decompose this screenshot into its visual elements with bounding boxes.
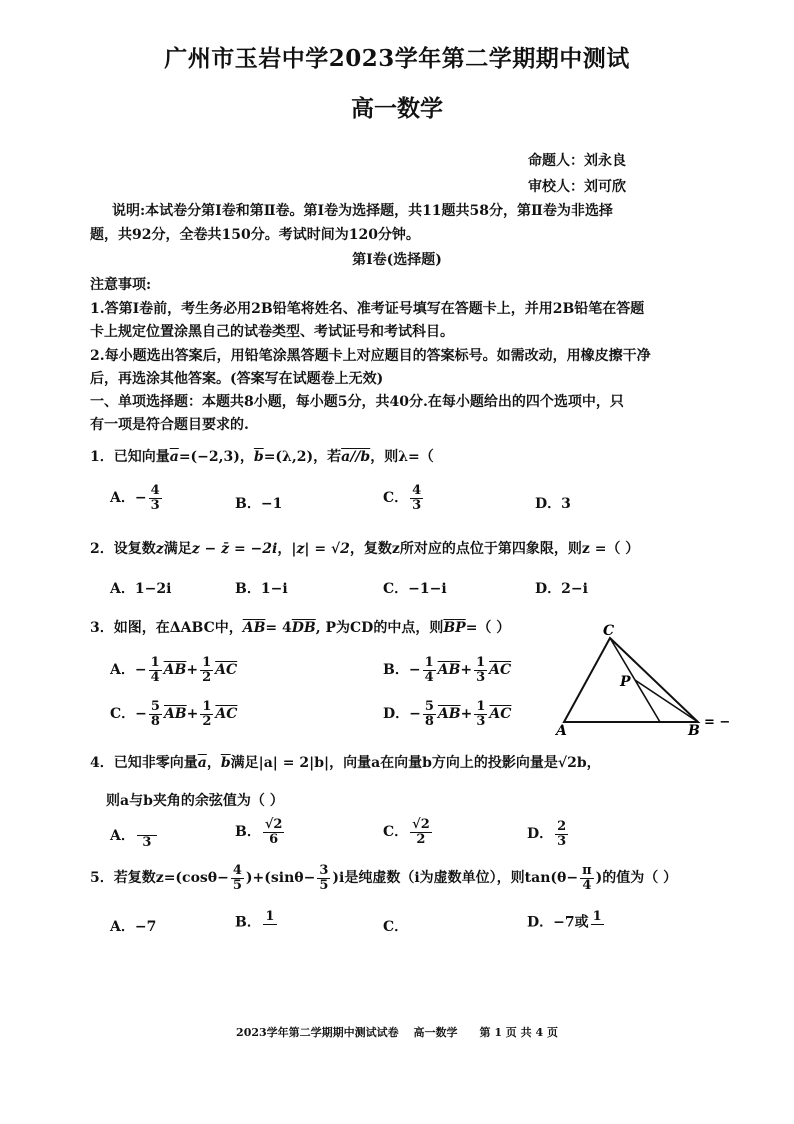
sign: − bbox=[135, 706, 147, 723]
denominator: 2 bbox=[202, 713, 212, 729]
denominator: 4 bbox=[582, 877, 592, 893]
numerator: 4 bbox=[412, 483, 422, 498]
q2-text-3: ，复数z所对应的点位于第四象限，则z =（ ） bbox=[349, 541, 640, 557]
note-2b: 后，再选涂其他答案。(答案写在试题卷上无效) bbox=[90, 371, 384, 387]
q4-vec-a: $\overline{a}$ bbox=[197, 755, 207, 771]
label-c: C bbox=[603, 623, 615, 639]
q1-option-c[interactable] bbox=[383, 484, 425, 512]
fraction bbox=[474, 700, 487, 728]
question-3 bbox=[90, 617, 510, 637]
q2-sep: ， bbox=[277, 541, 292, 557]
denominator: 2 bbox=[202, 669, 212, 685]
note-1a: 1.答第Ⅰ卷前，考生务必用2B铅笔将姓名、准考证号填写在答题卡上，并用2B铅笔在答题 bbox=[90, 301, 645, 317]
q4-text-1: 已知非零向量 bbox=[113, 755, 198, 771]
q4-option-c[interactable] bbox=[383, 818, 434, 846]
q3-vec-bp: $\overline{BP}$ bbox=[443, 620, 466, 636]
denominator bbox=[263, 925, 277, 935]
q5-option-a[interactable] bbox=[110, 916, 156, 936]
q2-option-a[interactable] bbox=[110, 578, 171, 598]
question-1 bbox=[90, 446, 434, 466]
option-label: B． bbox=[235, 914, 261, 931]
q3-number: 3． bbox=[90, 620, 114, 636]
option-label: D． bbox=[535, 581, 562, 597]
q5-text-1: 若复数z=(cosθ− bbox=[113, 870, 229, 887]
numerator bbox=[137, 822, 157, 836]
option-label: A． bbox=[110, 919, 135, 935]
denominator: 2 bbox=[416, 831, 426, 847]
option-label: B． bbox=[235, 581, 261, 597]
option-label: D． bbox=[527, 826, 554, 843]
option-value: 2−i bbox=[561, 581, 588, 597]
q5-text-3: )i是纯虚数（i为虚数单位），则tan(θ− bbox=[332, 870, 579, 887]
q1-option-d[interactable] bbox=[535, 493, 571, 513]
note-2a: 2.每小题选出答案后，用铅笔涂黑答题卡上对应题目的答案标号。如需改动，用橡皮擦干净 bbox=[90, 348, 651, 364]
q4-option-b[interactable] bbox=[235, 818, 286, 846]
q4-option-d[interactable] bbox=[527, 820, 570, 848]
option-value: 1−2i bbox=[134, 581, 172, 597]
numerator: 1 bbox=[476, 655, 486, 670]
q3-vec-db: $\overline{DB}$ bbox=[291, 620, 316, 636]
vector: $\overline{AC}$ bbox=[215, 662, 238, 679]
q3-option-a[interactable] bbox=[110, 656, 237, 684]
option-label: A． bbox=[110, 490, 135, 507]
option-label: C． bbox=[383, 490, 409, 507]
q1-text-1: 已知向量 bbox=[113, 449, 170, 465]
q4-text-3: 满足|a| = 2|b|，向量a在向量b方向上的投影向量是√2b， bbox=[230, 755, 601, 771]
denominator: 3 bbox=[476, 669, 486, 685]
q4-line-2: 则a与b夹角的余弦值为（ ） bbox=[106, 793, 284, 809]
option-label: B． bbox=[235, 824, 261, 841]
q1-text-2: ，则λ=（ bbox=[370, 449, 434, 465]
q2-eq-2: |z| = √2 bbox=[291, 541, 350, 557]
option-value: −7或 bbox=[553, 914, 589, 931]
numerator: 1 bbox=[150, 655, 160, 670]
numerator: 5 bbox=[150, 699, 160, 714]
q2-option-b[interactable] bbox=[235, 578, 288, 598]
notes-heading: 注意事项: bbox=[90, 277, 152, 293]
vector: $\overline{AB}$ bbox=[437, 706, 461, 723]
plus: + bbox=[186, 662, 199, 679]
q5-option-d[interactable] bbox=[527, 910, 606, 935]
vector: $\overline{AB}$ bbox=[437, 662, 461, 679]
q1-option-b[interactable] bbox=[235, 493, 282, 513]
sign: − bbox=[408, 662, 421, 679]
numerator: 4 bbox=[150, 483, 160, 498]
numerator: 4 bbox=[232, 863, 242, 878]
option-label: B． bbox=[235, 496, 261, 512]
option-label: B． bbox=[383, 662, 409, 679]
sign: − bbox=[134, 490, 147, 507]
fraction bbox=[149, 700, 162, 728]
q1-option-a[interactable] bbox=[110, 484, 164, 512]
q3-option-c[interactable] bbox=[110, 700, 237, 728]
label-b: B bbox=[688, 723, 700, 739]
fraction bbox=[591, 910, 604, 935]
option-value: −1 bbox=[260, 496, 283, 512]
numerator: π bbox=[582, 863, 592, 878]
fraction bbox=[263, 818, 285, 846]
reviewer: 审校人：刘可欣 bbox=[528, 179, 626, 195]
q1-b-value: =(λ,2)，若 bbox=[263, 449, 342, 465]
section-title: 第Ⅰ卷(选择题) bbox=[352, 252, 442, 268]
fraction bbox=[474, 656, 487, 684]
q2-z: z bbox=[155, 541, 164, 557]
stray-mark: = − bbox=[704, 715, 731, 730]
denominator: 4 bbox=[424, 669, 434, 685]
label-p: P bbox=[620, 674, 631, 690]
option-label: D． bbox=[527, 914, 554, 931]
fraction bbox=[580, 864, 594, 892]
q2-text-1: 设复数 bbox=[113, 541, 156, 557]
fraction bbox=[149, 656, 162, 684]
vector: $\overline{AC}$ bbox=[489, 662, 512, 679]
fraction bbox=[231, 864, 244, 892]
q3-text-1: 如图，在ΔABC中， bbox=[113, 620, 243, 636]
denominator: 8 bbox=[424, 713, 434, 729]
q1-parallel: a//b bbox=[341, 449, 371, 465]
fraction bbox=[137, 822, 157, 850]
page-footer: 2023学年第二学期期中测试试卷 高一数学 第 1 页 共 4 页 bbox=[236, 1026, 558, 1039]
vector: $\overline{AB}$ bbox=[163, 706, 187, 723]
label-a: A bbox=[556, 723, 567, 739]
q4-text-2: ， bbox=[206, 755, 221, 771]
numerator: 1 bbox=[476, 699, 486, 714]
q5-text-2: )+(sinθ− bbox=[245, 870, 316, 887]
fraction bbox=[423, 700, 436, 728]
q4-vec-b: $\overline{b}$ bbox=[220, 755, 231, 771]
option-label: D． bbox=[535, 496, 562, 512]
fraction bbox=[410, 484, 423, 512]
q2-text-2: 满足 bbox=[163, 541, 192, 557]
option-value: −7 bbox=[134, 919, 157, 935]
denominator: 3 bbox=[150, 497, 160, 513]
numerator: √2 bbox=[412, 817, 430, 832]
q2-eq-1: z − z̄ = −2i bbox=[191, 541, 278, 557]
denominator: 5 bbox=[319, 877, 329, 893]
plus: + bbox=[460, 662, 473, 679]
option-label: C． bbox=[110, 706, 136, 723]
numerator: 2 bbox=[557, 819, 567, 834]
fraction bbox=[149, 484, 162, 512]
q3-option-d[interactable] bbox=[383, 700, 511, 728]
vector: $\overline{AB}$ bbox=[163, 662, 187, 679]
q3-text-2: , P为CD的中点，则 bbox=[315, 620, 444, 636]
numerator: 1 bbox=[202, 699, 212, 714]
q5-number: 5． bbox=[90, 870, 114, 887]
q1-a-value: =(−2,3)， bbox=[178, 449, 254, 465]
denominator bbox=[591, 925, 604, 935]
option-label: C． bbox=[383, 919, 409, 935]
q3-vec-ab: $\overline{AB}$ bbox=[242, 620, 266, 636]
q5-option-c[interactable] bbox=[383, 916, 408, 936]
q3-option-b[interactable] bbox=[383, 656, 511, 684]
q2-option-c[interactable] bbox=[383, 578, 447, 598]
q3-mid: = 4 bbox=[265, 620, 292, 636]
denominator: 6 bbox=[269, 831, 279, 847]
numerator: 1 bbox=[263, 910, 277, 925]
q1-vec-a: $\overline{a}$ bbox=[169, 449, 179, 465]
vector: $\overline{AC}$ bbox=[489, 706, 512, 723]
note-1b: 卡上规定位置涂黑自己的试卷类型、考试证号和考试科目。 bbox=[90, 324, 454, 340]
fraction bbox=[317, 864, 330, 892]
denominator: 3 bbox=[476, 713, 486, 729]
numerator: 5 bbox=[424, 699, 434, 714]
fraction bbox=[200, 700, 213, 728]
exam-subject: 高一数学 bbox=[351, 95, 443, 122]
q5-text-4: )的值为（ ） bbox=[595, 870, 678, 887]
option-label: A． bbox=[110, 581, 135, 597]
fraction bbox=[200, 656, 213, 684]
option-label: A． bbox=[110, 662, 135, 679]
part1-heading-b: 有一项是符合题目要求的. bbox=[90, 417, 249, 433]
intro-line-1: 说明:本试卷分第Ⅰ卷和第Ⅱ卷。第Ⅰ卷为选择题，共11题共58分，第Ⅱ卷为非选择 bbox=[112, 203, 613, 219]
denominator: 3 bbox=[142, 835, 152, 850]
option-label: D． bbox=[383, 706, 410, 723]
denominator: 8 bbox=[150, 713, 160, 729]
q5-option-b[interactable] bbox=[235, 910, 279, 935]
intro-line-2: 题，共92分，全卷共150分。考试时间为120分钟。 bbox=[90, 227, 420, 243]
fraction bbox=[423, 656, 436, 684]
plus: + bbox=[460, 706, 473, 723]
denominator: 5 bbox=[232, 877, 242, 893]
numerator: 1 bbox=[424, 655, 434, 670]
fraction bbox=[555, 820, 568, 848]
denominator: 3 bbox=[557, 833, 567, 849]
option-value: 1−i bbox=[260, 581, 288, 597]
question-2 bbox=[90, 538, 639, 558]
numerator: 3 bbox=[319, 863, 329, 878]
setter: 命题人：刘永良 bbox=[528, 153, 626, 169]
q4-option-a[interactable] bbox=[110, 822, 159, 850]
option-value: 3 bbox=[561, 496, 571, 512]
q3-text-3: =（ ） bbox=[465, 620, 511, 636]
denominator: 4 bbox=[150, 669, 160, 685]
option-label: A． bbox=[110, 827, 135, 844]
q1-number: 1． bbox=[90, 449, 114, 465]
part1-heading-a: 一、单项选择题：本题共8小题，每小题5分，共40分.在每小题给出的四个选项中，只 bbox=[90, 394, 624, 410]
fraction bbox=[263, 910, 277, 935]
q1-vec-b: $\overline{b}$ bbox=[253, 449, 264, 465]
numerator: 1 bbox=[202, 655, 212, 670]
exam-title: 广州市玉岩中学2023学年第二学期期中测试 bbox=[164, 45, 630, 72]
plus: + bbox=[186, 706, 199, 723]
denominator: 3 bbox=[412, 497, 422, 513]
q4-number: 4． bbox=[90, 755, 114, 771]
fraction bbox=[410, 818, 432, 846]
segment-bp bbox=[635, 680, 698, 722]
q2-option-d[interactable] bbox=[535, 578, 588, 598]
question-5 bbox=[90, 864, 677, 892]
question-4 bbox=[90, 752, 601, 772]
sign: − bbox=[134, 662, 147, 679]
q2-number: 2． bbox=[90, 541, 114, 557]
numerator: √2 bbox=[264, 817, 283, 832]
option-label: C． bbox=[383, 824, 409, 841]
vector: $\overline{AC}$ bbox=[215, 706, 238, 723]
numerator: 1 bbox=[592, 909, 602, 924]
triangle-figure bbox=[548, 620, 738, 740]
option-label: C． bbox=[383, 581, 409, 597]
sign: − bbox=[409, 706, 421, 723]
option-value: −1−i bbox=[408, 581, 447, 597]
